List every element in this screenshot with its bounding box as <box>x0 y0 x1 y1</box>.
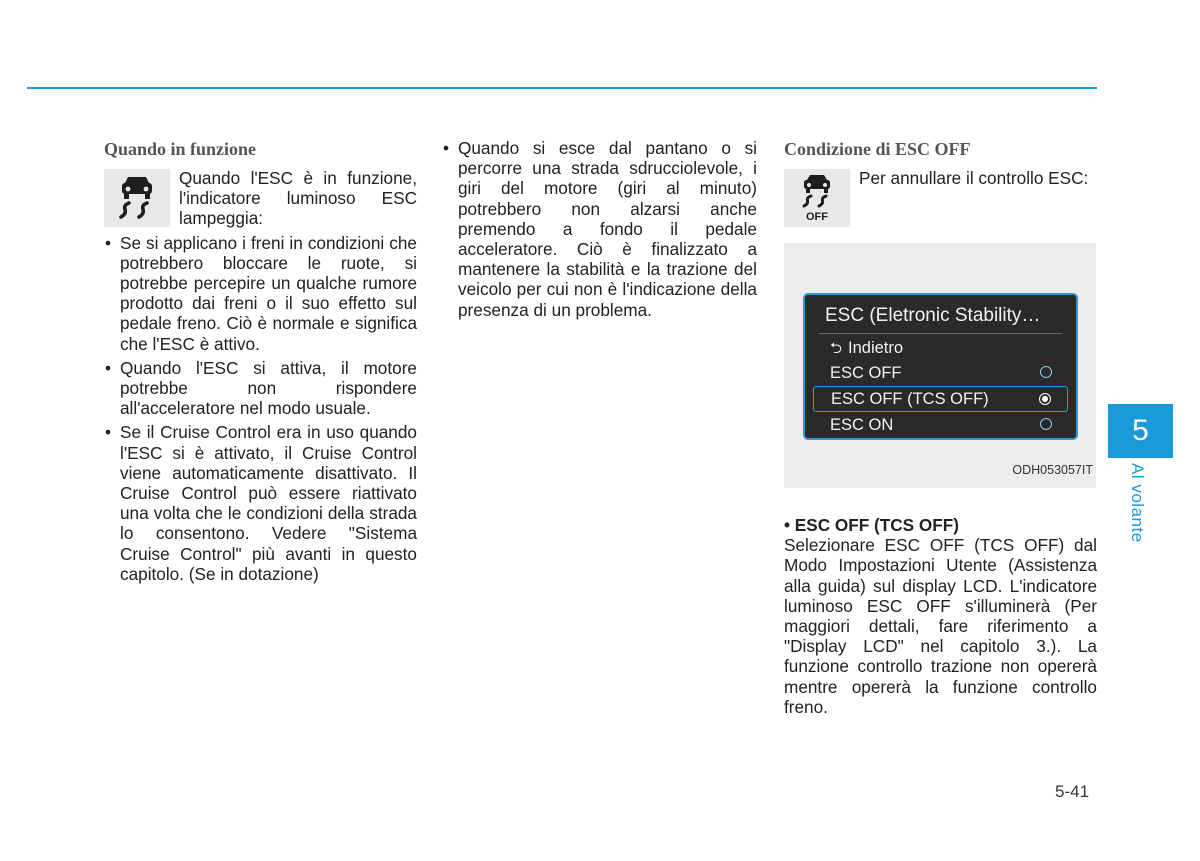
esc-off-indicator-row <box>784 169 1097 227</box>
radio-unselected-icon <box>1040 418 1052 430</box>
list-item: • Quando l'ESC si attiva, il motore potrebbe non rispondere all'acceleratore nel modo usuale. <box>104 358 417 419</box>
list-item: • Se si applicano i freni in condizioni che potrebbero bloccare le ruote, si potrebbe percepire un qualche rumore prodotto dai freni o il suo effetto sul pedale freno. Ciò è normale e significa che l'ESC è attivo. <box>104 233 417 354</box>
lcd-option-esc-on <box>830 414 1052 436</box>
lcd-divider <box>819 333 1062 334</box>
esc-indicator-row <box>104 169 417 229</box>
esc-off-paragraph: Selezionare ESC OFF (TCS OFF) dal Modo Impostazioni Utente (Assistenza alla guida) sul display LCD. L'indicatore luminoso ESC OFF s'illuminerà (Per maggiori dettali, fare riferimento a "Display LCD" nel capitolo 3.). La funzione controllo trazione non opererà mentre opererà la funzione controllo freno. <box>784 535 1097 717</box>
lcd-option-label: ESC OFF (TCS OFF) <box>831 390 989 408</box>
back-arrow-icon: ⮌ <box>830 340 843 357</box>
header-rule <box>27 87 1097 89</box>
esc-off-description: Per annullare il controllo ESC: <box>859 168 1089 188</box>
lcd-option-esc-off-tcs-off <box>813 386 1068 412</box>
radio-unselected-icon <box>1040 366 1052 378</box>
column-left <box>104 138 417 588</box>
lcd-option-esc-off <box>830 362 1052 384</box>
lcd-option-label: ESC ON <box>830 416 894 434</box>
esc-off-icon-label: OFF <box>806 211 828 223</box>
list-item: • Se il Cruise Control era in uso quando l'ESC si è attivato, il Cruise Control viene automaticamente disattivato. Il Cruise Control può essere riattivato una volta che le condizioni della strada lo consentono. Vedere "Sistema Cruise Control" più avanti in questo capitolo. (Se in dotazione) <box>104 422 417 584</box>
section-heading-esc-off: Condizione di ESC OFF <box>784 139 971 159</box>
chapter-title: Al volante <box>1128 463 1147 543</box>
lcd-option-label: ESC OFF <box>830 364 902 382</box>
lcd-menu-title: ESC (Eletronic Stability… <box>825 305 1041 326</box>
lcd-display-figure <box>784 243 1096 488</box>
esc-indicator-description: Quando l'ESC è in funzione, l'indicatore luminoso ESC lampeggia: <box>179 168 417 229</box>
lcd-screen <box>803 293 1078 440</box>
esc-indicator-icon <box>104 169 170 227</box>
subsection-heading: • ESC OFF (TCS OFF) <box>784 515 960 535</box>
esc-off-indicator-icon <box>784 169 850 227</box>
section-heading-in-operation: Quando in funzione <box>104 139 257 159</box>
radio-selected-icon <box>1039 393 1051 405</box>
bullet-list <box>442 138 757 320</box>
column-middle <box>442 138 757 324</box>
figure-code: ODH053057IT <box>1012 462 1093 477</box>
lcd-back-label: Indietro <box>848 339 904 357</box>
column-right <box>784 138 1097 717</box>
chapter-number-tab: 5 <box>1108 404 1173 458</box>
lcd-back-item <box>830 337 1052 359</box>
list-item: • Quando si esce dal pantano o si percorre una strada sdrucciolevole, i giri del motore (giri al minuto) potrebbero non alzarsi anche premendo a fondo il pedale acceleratore. Ciò è finalizzato a mantenere la stabilità e la trazione del veicolo per cui non è l'indicazione della presenza di un problema. <box>442 138 757 320</box>
bullet-list <box>104 233 417 584</box>
page-number: 5-41 <box>1055 782 1090 801</box>
